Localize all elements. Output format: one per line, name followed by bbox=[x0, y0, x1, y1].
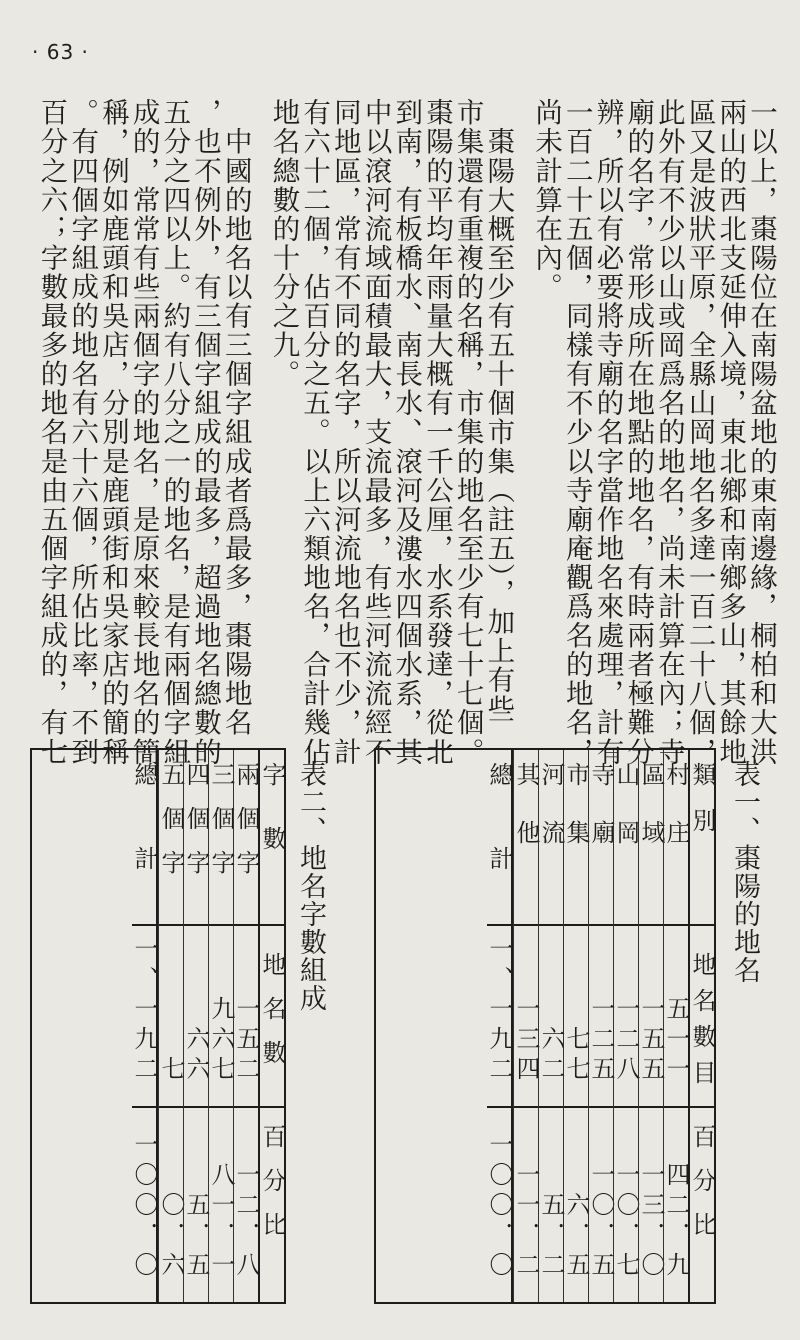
text-column: 五分之四以上。約有八分之一的地名，是有兩個字組 bbox=[158, 98, 191, 767]
header-cell bbox=[690, 926, 714, 1108]
row-count: 一三四 bbox=[512, 996, 540, 1086]
total-label: 總計 bbox=[485, 762, 513, 930]
row-category: 區域 bbox=[637, 762, 665, 878]
table-total-row bbox=[487, 750, 513, 1302]
row-category: 五個字 bbox=[157, 762, 185, 894]
text-column: 尚未計算在內。 bbox=[530, 98, 563, 302]
row-percent: 五．二 bbox=[537, 1192, 565, 1282]
table-header-column bbox=[688, 750, 714, 1302]
row-count: 一五二 bbox=[232, 996, 260, 1086]
total-percent: 一〇〇．〇 bbox=[485, 1132, 513, 1282]
row-percent: 五．五 bbox=[182, 1192, 210, 1282]
table-header-column bbox=[258, 750, 284, 1302]
row-percent: 一〇．五 bbox=[587, 1162, 615, 1282]
row-category: 其他 bbox=[512, 762, 540, 878]
row-count: 九六七 bbox=[207, 996, 235, 1086]
paragraph-gap bbox=[251, 98, 268, 688]
text-column: 此外有不少以山或岡爲名的地名，尚未計算在內；寺 bbox=[652, 98, 685, 767]
table-row bbox=[538, 750, 563, 1302]
table-place-name-categories bbox=[374, 748, 764, 1310]
text-column: 稱，例如鹿頭和吳店，分別是鹿頭街和吳家店的簡稱 bbox=[96, 98, 129, 767]
row-category: 山岡 bbox=[612, 762, 640, 878]
total-count: 一、一九二 bbox=[485, 936, 513, 1086]
header-count: 地名數目 bbox=[688, 952, 716, 1096]
text-column: 棗陽大概至少有五十個市集（註五），加上有些 bbox=[482, 98, 515, 724]
text-column: 兩山的西北支延伸入境，東北鄉和南鄉多山，其餘地 bbox=[714, 98, 747, 767]
row-percent: 一一．二 bbox=[512, 1162, 540, 1282]
table-row bbox=[183, 750, 208, 1302]
body-text bbox=[35, 98, 777, 767]
table-row bbox=[513, 750, 538, 1302]
table-row bbox=[613, 750, 638, 1302]
row-count: 一二八 bbox=[612, 996, 640, 1086]
row-count: 六六 bbox=[182, 1026, 210, 1086]
table-row bbox=[563, 750, 588, 1302]
row-count: 一五五 bbox=[637, 996, 665, 1086]
row-category: 三個字 bbox=[207, 762, 235, 894]
text-column: 地名總數的十分之九。 bbox=[267, 98, 300, 389]
table-row bbox=[208, 750, 233, 1302]
row-category: 寺廟 bbox=[587, 762, 615, 878]
row-percent: 一三．〇 bbox=[637, 1162, 665, 1282]
header-category: 類別 bbox=[688, 762, 716, 854]
row-category: 兩個字 bbox=[232, 762, 260, 894]
table-name-length-composition bbox=[30, 748, 330, 1310]
row-percent: 六．五 bbox=[562, 1192, 590, 1282]
table-row bbox=[588, 750, 613, 1302]
row-category: 村庄 bbox=[662, 762, 690, 878]
row-percent: 四二．九 bbox=[662, 1162, 690, 1282]
paragraph-gap bbox=[513, 98, 530, 688]
table-row bbox=[233, 750, 258, 1302]
row-count: 五一一 bbox=[662, 996, 690, 1086]
row-percent: 一二．八 bbox=[232, 1162, 260, 1282]
row-count: 七 bbox=[157, 1056, 185, 1086]
text-column: 辨，所以有必要將寺廟的名字當作地名來處理，計有 bbox=[591, 98, 624, 767]
text-column: 有六十二個，佔百分之五。以上六類地名，合計幾佔 bbox=[298, 98, 331, 767]
row-category: 市集 bbox=[562, 762, 590, 878]
header-category: 字數 bbox=[258, 762, 286, 890]
text-column: ，也不例外，有三個字組成的最多，超過地名總數的 bbox=[189, 98, 222, 767]
table-total-row bbox=[132, 750, 158, 1302]
row-category: 河流 bbox=[537, 762, 565, 878]
text-column: 中國的地名以有三個字組成者爲最多，棗陽地名 bbox=[219, 98, 252, 738]
table-row bbox=[663, 750, 688, 1302]
table-title: 表一、棗陽的地名 bbox=[729, 760, 760, 984]
table-title: 表二、地名字數組成 bbox=[295, 760, 326, 1012]
table-grid bbox=[374, 748, 716, 1304]
header-count: 地名數 bbox=[258, 952, 286, 1084]
header-percent: 百分比 bbox=[258, 1124, 286, 1256]
table-grid bbox=[30, 748, 286, 1304]
page-number: · 63 · bbox=[32, 40, 89, 64]
header-cell bbox=[690, 1108, 714, 1302]
text-column: 到南，有板橋水、南長水、滾河及漊水四個水系，其 bbox=[390, 98, 423, 767]
text-column: 中以滾河流域面積最大，支流最多，有些河流流經不 bbox=[359, 98, 392, 767]
text-column: 百分之六；字數最多的地名是由五個字組成的，有七 bbox=[35, 98, 68, 767]
text-column: 成的，常常有些兩個字的地名，是原來較長地名的簡 bbox=[127, 98, 160, 767]
text-column: 一百二十五個，同樣有不少以寺廟庵觀爲名的地名， bbox=[560, 98, 593, 767]
text-column: 區又是波狀平原，全縣山岡地名多達一百二十八個， bbox=[683, 98, 716, 767]
text-column: 棗陽的平均年雨量大概有一千公厘，水系發達，從北 bbox=[420, 98, 453, 767]
text-column: 廟的名字，常形成所在地點的地名，有時兩者極難分 bbox=[622, 98, 655, 767]
row-percent: 〇．六 bbox=[157, 1192, 185, 1282]
row-percent: 一〇．七 bbox=[612, 1162, 640, 1282]
text-column: 同地區，常有不同的名字，所以河流地名也不少，計 bbox=[328, 98, 361, 767]
header-cell bbox=[690, 750, 714, 926]
row-count: 七七 bbox=[562, 1026, 590, 1086]
text-column: 一以上，棗陽位在南陽盆地的東南邊緣，桐柏和大洪 bbox=[745, 98, 777, 767]
total-percent: 一〇〇．〇 bbox=[130, 1132, 158, 1282]
row-percent: 八一．一 bbox=[207, 1162, 235, 1282]
table-row bbox=[158, 750, 183, 1302]
header-percent: 百分比 bbox=[688, 1124, 716, 1256]
row-category: 四個字 bbox=[182, 762, 210, 894]
text-column: 。有四個字組成的地名有六十六個，所佔比率，不到 bbox=[66, 98, 99, 767]
row-count: 六二 bbox=[537, 1026, 565, 1086]
table-row bbox=[638, 750, 663, 1302]
total-label: 總計 bbox=[130, 762, 158, 930]
total-count: 一、一九二 bbox=[130, 936, 158, 1086]
row-count: 一二五 bbox=[587, 996, 615, 1086]
text-column: 市集還有重複的名稱，市集的地名至少有七十七個。 bbox=[451, 98, 484, 767]
